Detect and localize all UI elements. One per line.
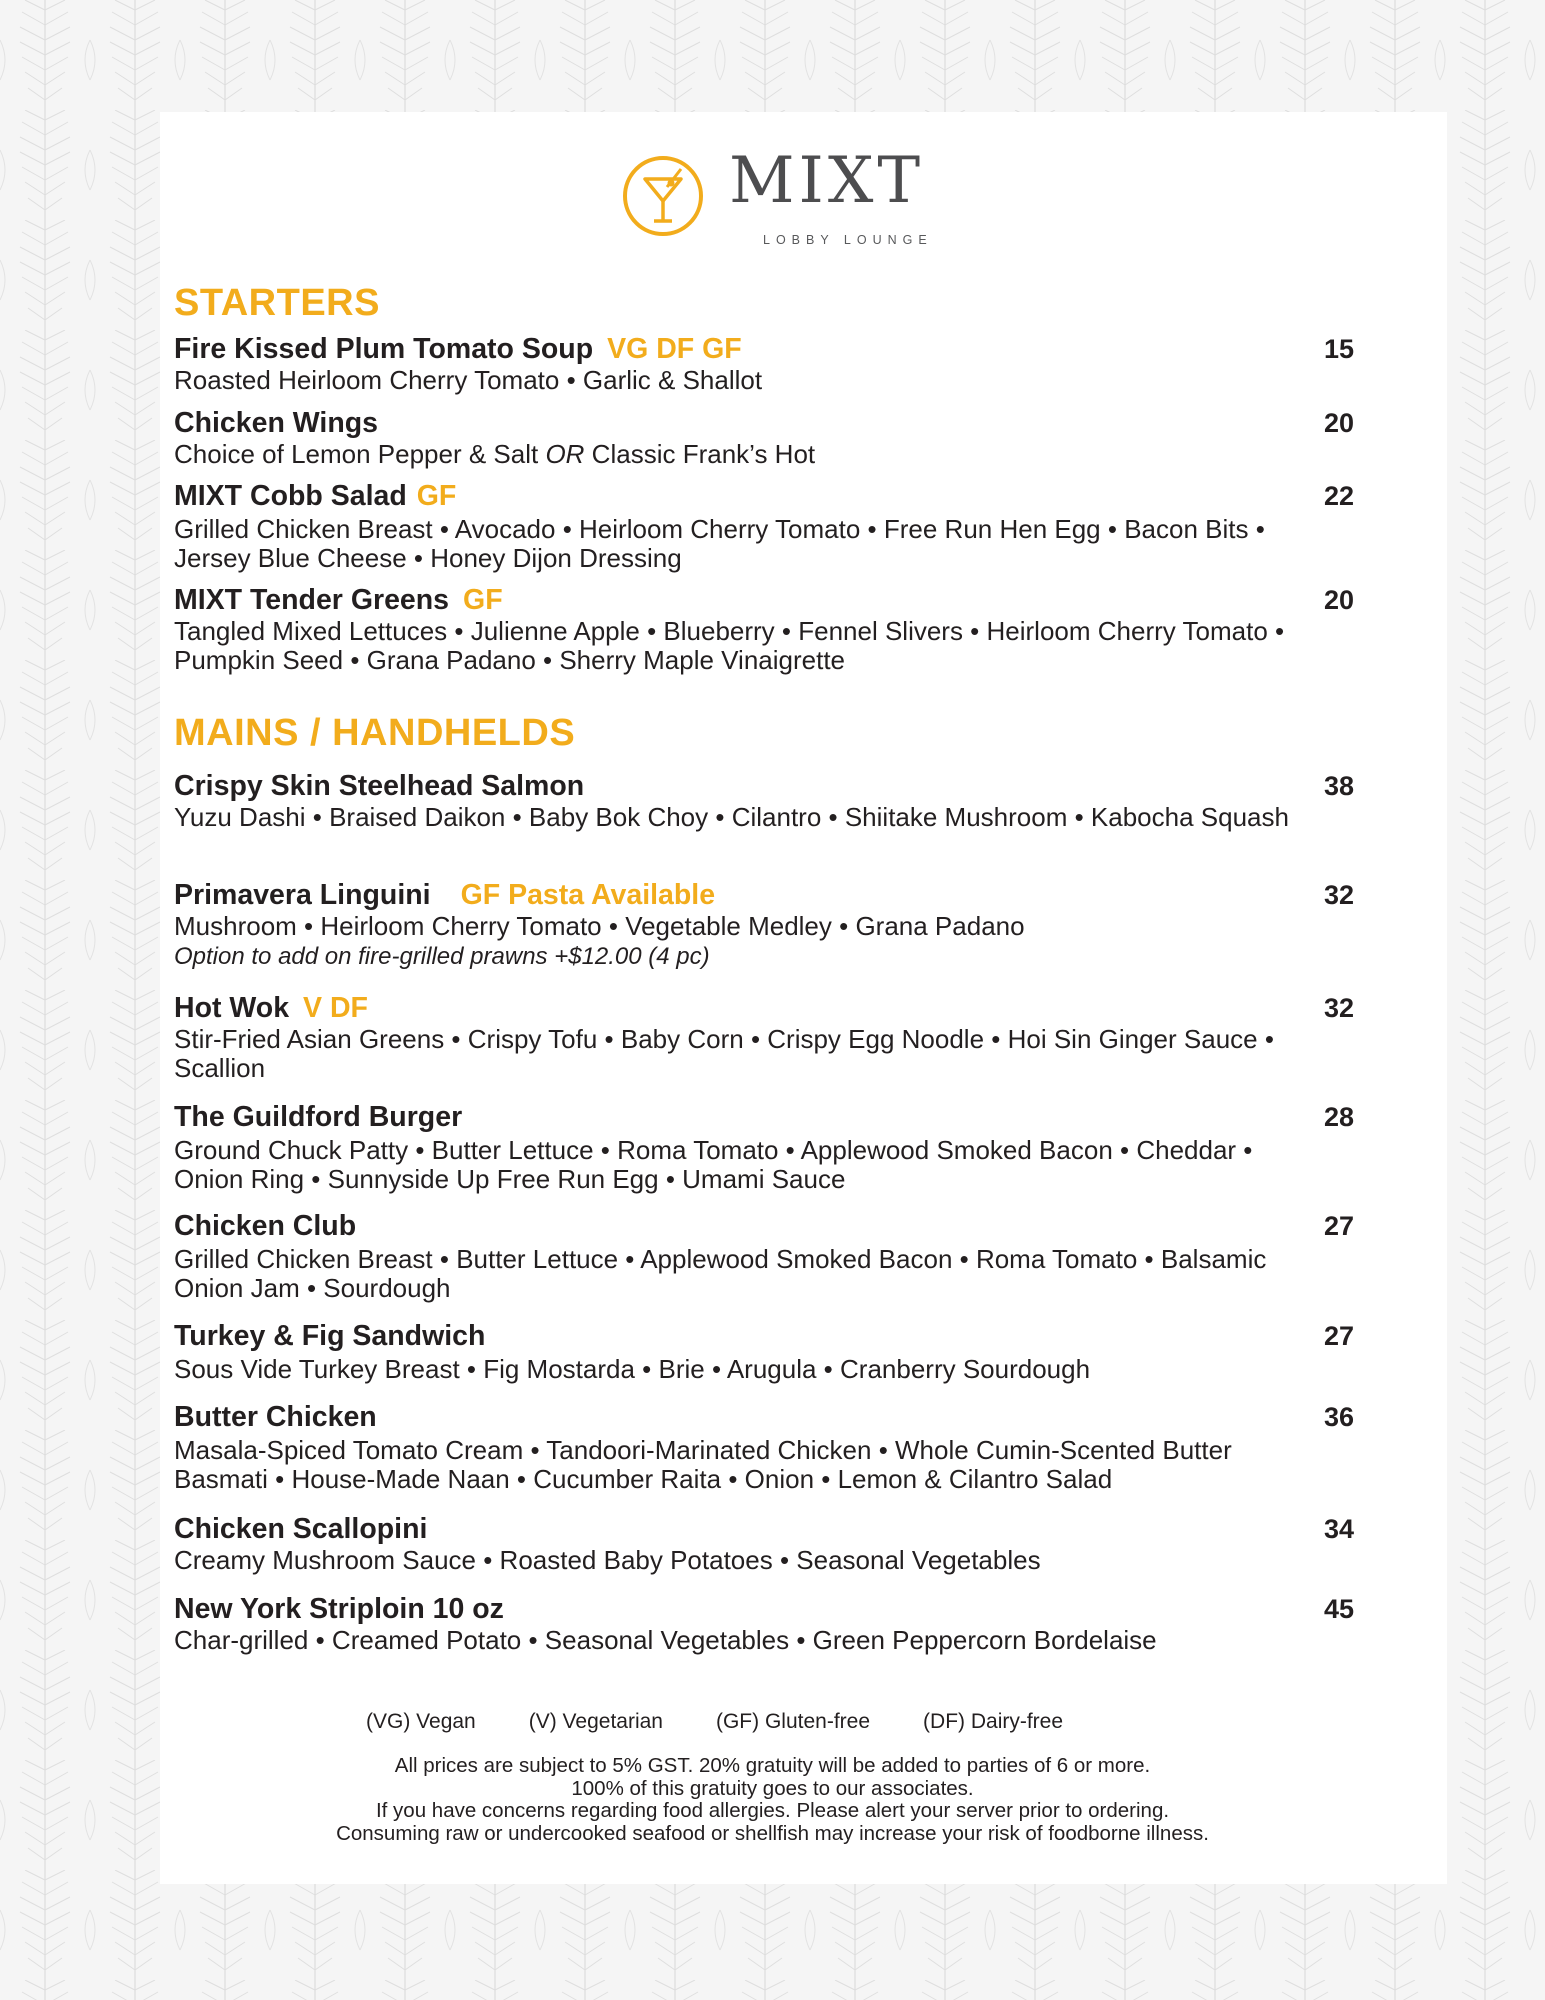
menu-item [174, 878, 1354, 973]
note-line: All prices are subject to 5% GST. 20% gratuity will be added to parties of 6 or more. [394, 1754, 1151, 1777]
item-name: Chicken Wings [174, 407, 379, 439]
dietary-tags: VG DF GF [607, 333, 742, 365]
item-name: New York Striploin 10 oz [174, 1593, 504, 1625]
menu-item [174, 479, 1354, 573]
item-price: 27 [1323, 1321, 1354, 1351]
item-price: 32 [1323, 880, 1354, 910]
dietary-tags: GF [463, 584, 503, 616]
dietary-tags: V DF [303, 992, 368, 1024]
item-description: Stir-Fried Asian Greens • Crispy Tofu • Baby Corn • Crispy Egg Noodle • Hoi Sin Ginger Sauce • Scallion [174, 1024, 1274, 1083]
item-description: Tangled Mixed Lettuces • Julienne Apple • Blueberry • Fennel Slivers • Heirloom Cherry Tomato • Pumpkin Seed • Grana Padano • Sherry Maple Vinaigrette [174, 616, 1285, 675]
item-name: Turkey & Fig Sandwich [174, 1320, 486, 1352]
item-description: Char-grilled • Creamed Potato • Seasonal Vegetables • Green Peppercorn Bordelaise [174, 1625, 1157, 1655]
item-description: Creamy Mushroom Sauce • Roasted Baby Potatoes • Seasonal Vegetables [174, 1545, 1041, 1575]
item-price: 20 [1323, 585, 1354, 615]
dietary-legend [366, 1710, 1116, 1734]
menu-item [174, 1319, 1354, 1384]
section-title-mains-handhelds: MAINS / HANDHELDS [174, 712, 576, 754]
item-price: 36 [1323, 1402, 1354, 1432]
item-name: MIXT Cobb Salad [174, 480, 407, 512]
item-name: The Guildford Burger [174, 1101, 463, 1133]
item-description: Grilled Chicken Breast • Butter Lettuce • Applewood Smoked Bacon • Roma Tomato • Balsamic Onion Jam • Sourdough [174, 1244, 1267, 1303]
note-line: 100% of this gratuity goes to our associates. [571, 1776, 974, 1800]
item-name: Primavera Linguini [174, 879, 431, 911]
item-price: 20 [1323, 408, 1354, 438]
item-description: Yuzu Dashi • Braised Daikon • Baby Bok Choy • Cilantro • Shiitake Mushroom • Kabocha Squash [174, 802, 1289, 832]
item-price: 27 [1323, 1211, 1354, 1241]
item-description: Sous Vide Turkey Breast • Fig Mostarda • Brie • Arugula • Cranberry Sourdough [174, 1354, 1091, 1384]
brand-name: MIXT [729, 144, 925, 218]
item-price: 22 [1323, 481, 1354, 511]
item-price: 38 [1323, 771, 1354, 801]
menu-item [174, 1512, 1354, 1575]
item-price: 32 [1323, 993, 1354, 1023]
martini-glass-icon [623, 153, 703, 239]
menu-item [174, 1400, 1354, 1494]
menu-item [174, 332, 1354, 395]
dietary-tags: GF [416, 480, 457, 512]
dietary-tags: GF Pasta Available [460, 879, 716, 911]
item-name: Chicken Club [174, 1210, 357, 1242]
legend-vegan: (VG) Vegan [366, 1710, 476, 1733]
item-description: Choice of Lemon Pepper & Salt OR Classic Frank’s Hot [174, 439, 816, 469]
item-option: Option to add on fire-grilled prawns +$12.00 (4 pc) [174, 943, 710, 970]
brand-subtitle: LOBBY LOUNGE [763, 233, 933, 247]
item-description: Roasted Heirloom Cherry Tomato • Garlic & Shallot [174, 365, 763, 395]
item-description: Masala-Spiced Tomato Cream • Tandoori-Marinated Chicken • Whole Cumin-Scented Butter Basmati • House-Made Naan • Cucumber Raita • Onion • Lemon & Cilantro Salad [174, 1435, 1232, 1494]
menu-item [174, 991, 1354, 1083]
item-description: Grilled Chicken Breast • Avocado • Heirloom Cherry Tomato • Free Run Hen Egg • Bacon Bits • Jersey Blue Cheese • Honey Dijon Dressing [174, 514, 1265, 573]
item-name: Crispy Skin Steelhead Salmon [174, 770, 585, 802]
legend-gluten-free: (GF) Gluten-free [715, 1710, 871, 1733]
item-price: 28 [1323, 1102, 1354, 1132]
legend-vegetarian: (V) Vegetarian [528, 1710, 663, 1733]
menu-item [174, 1209, 1354, 1303]
note-line: If you have concerns regarding food allergies. Please alert your server prior to ordering. [375, 1799, 1170, 1822]
menu-item [174, 406, 1354, 469]
section-title-starters: STARTERS [174, 282, 380, 324]
item-name: Chicken Scallopini [174, 1513, 428, 1545]
menu-item [174, 1592, 1354, 1655]
legend-dairy-free: (DF) Dairy-free [923, 1710, 1064, 1733]
item-price: 45 [1323, 1594, 1354, 1624]
menu-item [174, 769, 1354, 832]
menu-item [174, 583, 1354, 675]
item-description: Mushroom • Heirloom Cherry Tomato • Vegetable Medley • Grana Padano [174, 911, 1025, 941]
item-name: Hot Wok [174, 992, 290, 1024]
item-description: Ground Chuck Patty • Butter Lettuce • Roma Tomato • Applewood Smoked Bacon • Cheddar • Onion Ring • Sunnyside Up Free Run Egg • Umami Sauce [174, 1135, 1253, 1194]
item-name: MIXT Tender Greens [174, 584, 450, 616]
brand-logo [623, 144, 933, 247]
note-line: Consuming raw or undercooked seafood or shellfish may increase your risk of foodborne illness. [336, 1821, 1209, 1845]
fine-print [250, 1755, 1295, 1845]
item-price: 15 [1323, 334, 1354, 364]
item-name: Butter Chicken [174, 1401, 377, 1433]
item-name: Fire Kissed Plum Tomato Soup [174, 333, 594, 365]
item-price: 34 [1323, 1514, 1354, 1544]
menu-item [174, 1100, 1354, 1194]
